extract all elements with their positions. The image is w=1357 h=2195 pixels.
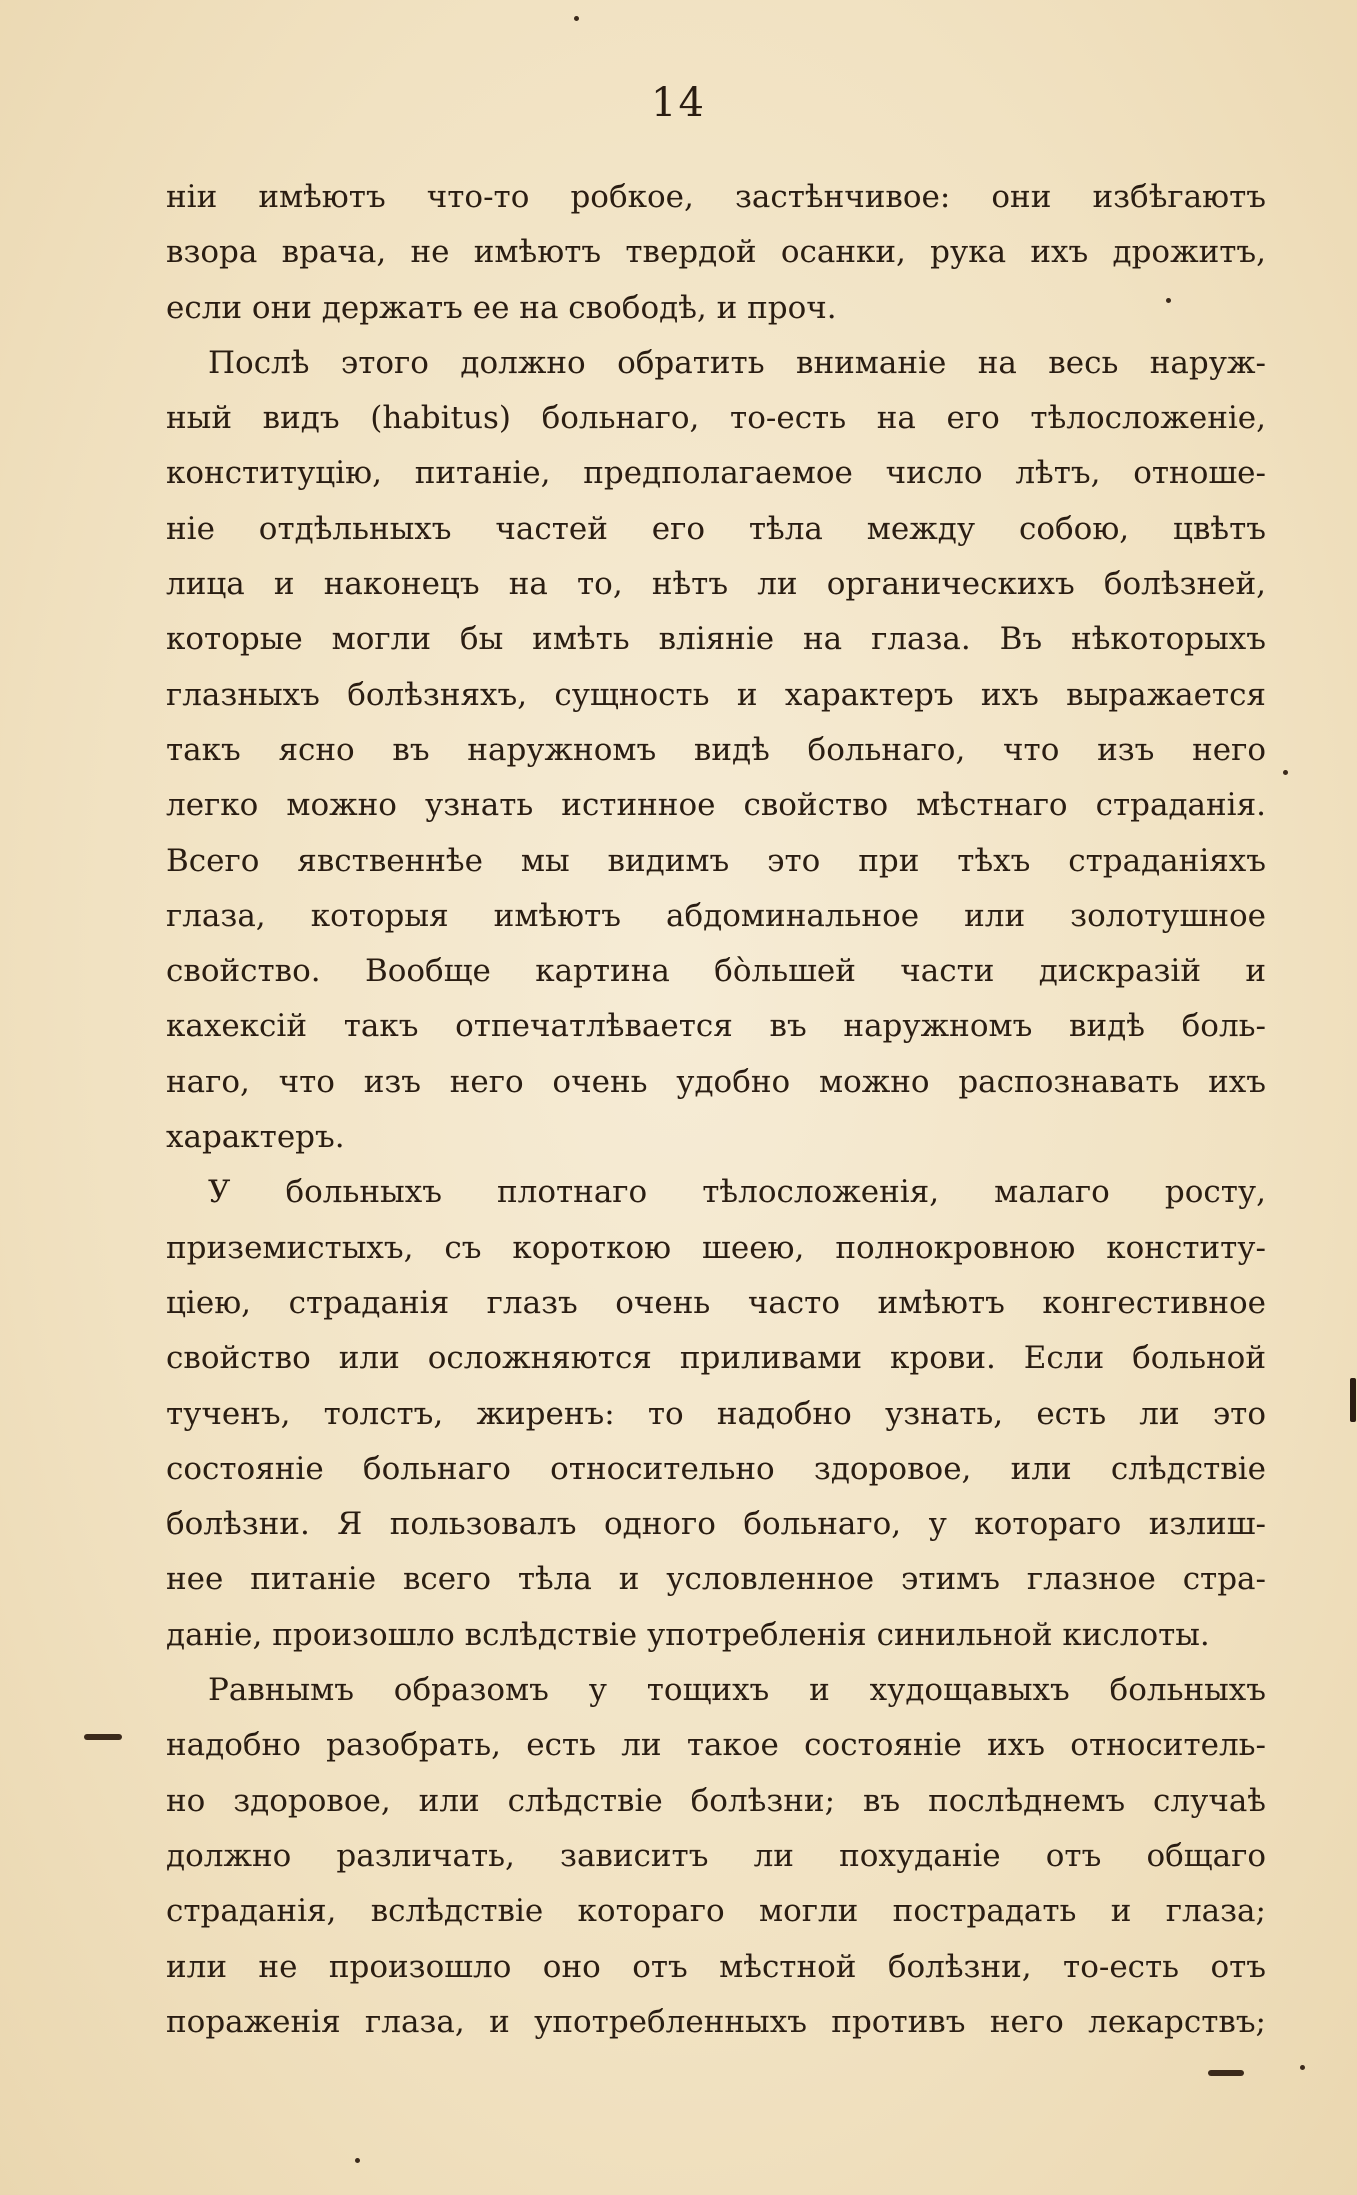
text-line: легко можно узнать истинное свойство мѣстнаго страданія. <box>166 787 1266 824</box>
text-line: взора врача, не имѣютъ твердой осанки, рука ихъ дрожитъ, <box>166 234 1266 271</box>
text-line: нее питаніе всего тѣла и условленное этимъ глазное стра- <box>166 1561 1266 1598</box>
text-line: Послѣ этого должно обратить вниманіе на весь наруж- <box>208 344 1266 381</box>
text-line: глаза, которыя имѣютъ абдоминальное или золотушное <box>166 897 1266 934</box>
body-text <box>166 170 1266 2050</box>
text-line: болѣзни. Я пользовалъ одного больнаго, у котораго излиш- <box>166 1506 1266 1543</box>
text-line: ніи имѣютъ что-то робкое, застѣнчивое: они избѣгаютъ <box>166 179 1266 215</box>
text-line: ный видъ (habitus) больнаго, то-есть на его тѣлосложеніе, <box>166 400 1266 437</box>
edge-ink-bar <box>1350 1378 1356 1422</box>
text-line: тученъ, толстъ, жиренъ: то надобно узнать, есть ли это <box>166 1395 1266 1432</box>
text-line: лица и наконецъ на то, нѣтъ ли органическихъ болѣзней, <box>166 566 1266 603</box>
text-line: Равнымъ образомъ у тощихъ и худощавыхъ больныхъ <box>208 1672 1266 1709</box>
text-line: пораженія глаза, и употребленныхъ противъ него лекарствъ; <box>166 2003 1266 2040</box>
text-line: состояніе больнаго относительно здоровое, или слѣдствіе <box>166 1450 1266 1487</box>
text-line: Всего явственнѣе мы видимъ это при тѣхъ страданіяхъ <box>166 842 1266 879</box>
ink-speck <box>1166 298 1171 303</box>
text-line: глазныхъ болѣзняхъ, сущность и характеръ ихъ выражается <box>166 676 1266 713</box>
ink-speck <box>574 16 579 21</box>
text-line: ціею, страданія глазъ очень часто имѣютъ конгестивное <box>166 1284 1266 1321</box>
text-line: свойство. Вообще картина бòльшей части дискразій и <box>166 953 1266 990</box>
text-line: кахексій такъ отпечатлѣвается въ наружномъ видѣ боль- <box>166 1008 1266 1045</box>
page-number: 14 <box>651 80 706 126</box>
text-line: даніе, произошло вслѣдствіе употребленія синильной кислоты. <box>166 1616 1210 1653</box>
text-line: которые могли бы имѣть вліяніе на глаза. Въ нѣкоторыхъ <box>166 621 1266 658</box>
text-line: приземистыхъ, съ короткою шеею, полнокровною конститу- <box>166 1229 1266 1266</box>
text-line: конституцію, питаніе, предполагаемое число лѣтъ, отноше- <box>166 455 1266 492</box>
text-line: ніе отдѣльныхъ частей его тѣла между собою, цвѣтъ <box>166 510 1266 547</box>
ink-speck <box>1300 2065 1305 2070</box>
text-line: характеръ. <box>166 1119 345 1156</box>
text-line: если они держатъ ее на свободѣ, и проч. <box>166 289 837 326</box>
text-line: или не произошло оно отъ мѣстной болѣзни, то-есть отъ <box>166 1948 1266 1985</box>
ink-speck <box>355 2158 360 2163</box>
text-line: У больныхъ плотнаго тѣлосложенія, малаго росту, <box>208 1174 1266 1211</box>
ink-speck <box>1283 770 1288 775</box>
text-line: такъ ясно въ наружномъ видѣ больнаго, что изъ него <box>166 731 1266 768</box>
text-line: страданія, вслѣдствіе котораго могли пострадать и глаза; <box>166 1893 1266 1930</box>
text-line: но здоровое, или слѣдствіе болѣзни; въ послѣднемъ случаѣ <box>166 1782 1266 1819</box>
text-line: должно различать, зависитъ ли похуданіе отъ общаго <box>166 1837 1266 1874</box>
text-line: свойство или осложняются приливами крови. Если больной <box>166 1340 1266 1377</box>
bottom-ink-mark <box>1208 2070 1244 2076</box>
margin-ink-mark <box>84 1734 122 1740</box>
text-line: надобно разобрать, есть ли такое состояніе ихъ относитель- <box>166 1727 1266 1764</box>
text-line: наго, что изъ него очень удобно можно распознавать ихъ <box>166 1063 1266 1100</box>
